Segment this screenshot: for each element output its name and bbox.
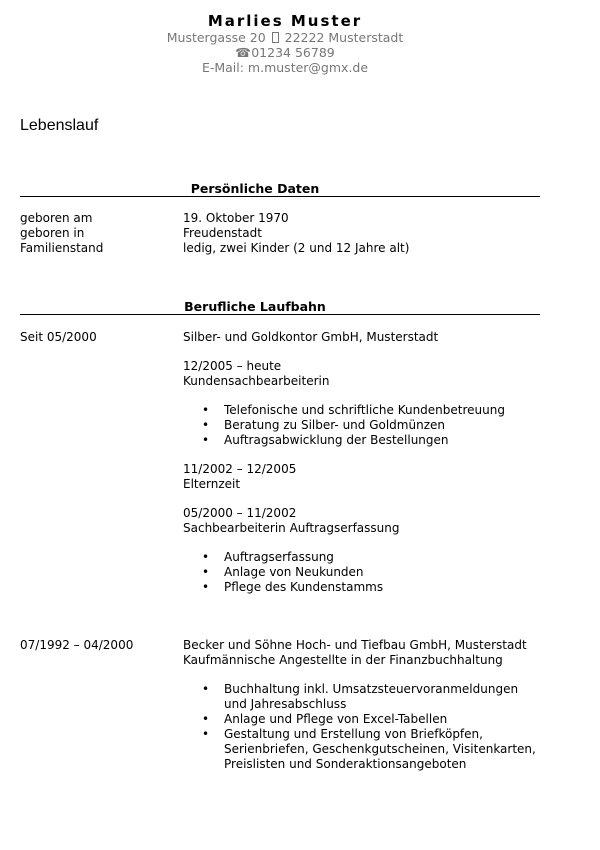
- bullet-icon: •: [202, 727, 210, 741]
- job1-pos2-period: 11/2002 – 12/2005: [183, 462, 297, 476]
- bullet-icon: •: [202, 550, 210, 564]
- value-marital-status: ledig, zwei Kinder (2 und 12 Jahre alt): [183, 241, 410, 255]
- section-heading-personal: Persönliche Daten: [190, 181, 320, 196]
- job1-pos1-title: Kundensachbearbeiterin: [183, 374, 330, 388]
- phone-line: [0, 45, 570, 60]
- list-item: • Gestaltung und Erstellung von Briefköpfen, Serienbriefen, Geschenkgutscheinen, Visitenkarten, Preislisten und Sonderaktionsangeboten: [202, 727, 536, 771]
- bullet-icon: •: [202, 580, 210, 594]
- label-marital-status: Familienstand: [20, 241, 104, 255]
- job2-task-list: [183, 682, 543, 772]
- applicant-name: Marlies Muster: [207, 12, 363, 30]
- job1-pos3-task-list: [183, 550, 543, 595]
- job1-pos3-title: Sachbearbeiterin Auftragserfassung: [183, 521, 400, 535]
- box-glyph-icon: [272, 32, 279, 43]
- address-city: 22222 Musterstadt: [284, 30, 404, 45]
- job2-period: 07/1992 – 04/2000: [20, 638, 134, 652]
- list-item: • Buchhaltung inkl. Umsatzsteuervoranmeldungen und Jahresabschluss: [202, 682, 519, 711]
- phone-number: 01234 56789: [251, 45, 335, 60]
- section-rule: [20, 196, 540, 197]
- email-line: E-Mail: m.muster@gmx.de: [201, 60, 369, 75]
- bullet-icon: •: [202, 433, 210, 447]
- list-item: • Beratung zu Silber- und Goldmünzen: [202, 418, 445, 432]
- bullet-icon: •: [202, 403, 210, 417]
- bullet-icon: •: [202, 712, 210, 726]
- job1-period: Seit 05/2000: [20, 330, 97, 344]
- job2-title: Kaufmännische Angestellte in der Finanzbuchhaltung: [183, 653, 503, 667]
- list-item: • Anlage von Neukunden: [202, 565, 364, 579]
- list-item: • Auftragsabwicklung der Bestellungen: [202, 433, 449, 447]
- address-line: [0, 30, 570, 45]
- job1-employer: Silber- und Goldkontor GmbH, Musterstadt: [183, 330, 439, 344]
- job1-pos1-period: 12/2005 – heute: [183, 359, 282, 373]
- bullet-icon: •: [202, 418, 210, 432]
- section-heading-career: Berufliche Laufbahn: [184, 299, 326, 314]
- label-birth-place: geboren in: [20, 226, 85, 240]
- list-item: • Telefonische und schriftliche Kundenbetreuung: [202, 403, 505, 417]
- list-item: • Anlage und Pflege von Excel-Tabellen: [202, 712, 448, 726]
- value-birth-place: Freudenstadt: [183, 226, 262, 240]
- bullet-icon: •: [202, 565, 210, 579]
- list-item: • Auftragserfassung: [202, 550, 334, 564]
- section-rule: [20, 314, 540, 315]
- job2-employer: Becker und Söhne Hoch- und Tiefbau GmbH, Musterstadt: [183, 638, 527, 652]
- label-birth-date: geboren am: [20, 211, 93, 225]
- document-title: Lebenslauf: [20, 117, 99, 134]
- job1-pos2-title: Elternzeit: [183, 477, 241, 491]
- value-birth-date: 19. Oktober 1970: [183, 211, 289, 225]
- bullet-icon: •: [202, 682, 210, 696]
- job1-pos3-period: 05/2000 – 11/2002: [183, 506, 297, 520]
- job1-pos1-task-list: [183, 403, 543, 448]
- address-street: Mustergasse 20: [166, 30, 266, 45]
- telephone-icon: ☎: [235, 45, 251, 60]
- list-item: • Pflege des Kundenstamms: [202, 580, 384, 594]
